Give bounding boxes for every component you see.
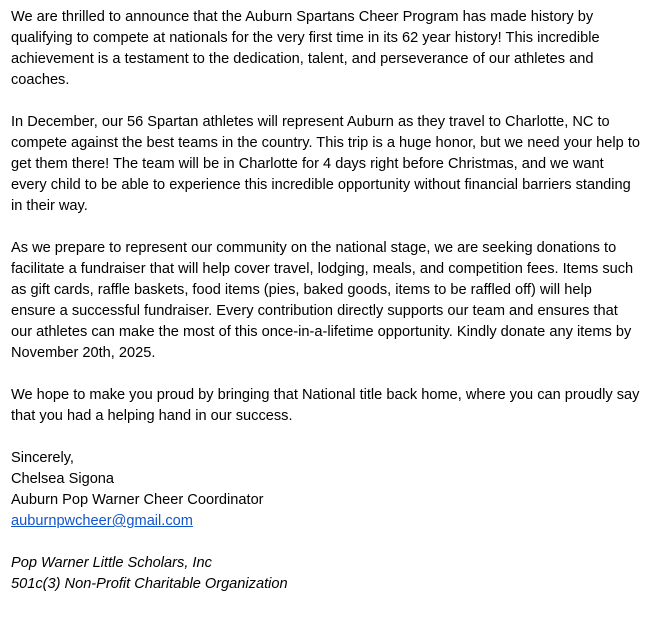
- organization-footer: [11, 553, 640, 595]
- signature-name: Chelsea Sigona: [11, 471, 115, 487]
- paragraph-donation-request: As we prepare to represent our community on the national stage, we are seeking donations to facilitate a fundraiser that will help cover travel, lodging, meals, and competition fees. Items such as gift cards, raffle baskets, food items (pies, baked goods, items to be raffled off) will help ensure a successful fundraiser. Every contribution directly supports our team and ensures that our athletes can make the most of this once-in-a-lifetime opportunity. Kindly donate any items by November 20th, 2025.: [11, 240, 634, 361]
- organization-name: Pop Warner Little Scholars, Inc: [11, 555, 212, 571]
- signature-role: Auburn Pop Warner Cheer Coordinator: [11, 492, 264, 508]
- signature-block: [11, 448, 640, 532]
- email-link[interactable]: auburnpwcheer@gmail.com: [11, 513, 193, 529]
- organization-status: 501c(3) Non-Profit Charitable Organization: [11, 576, 288, 592]
- paragraph-trip-details: In December, our 56 Spartan athletes will represent Auburn as they travel to Charlotte, NC to compete against the best teams in the country. This trip is a huge honor, but we need your help to get them there! The team will be in Charlotte for 4 days right before Christmas, and we want every child to be able to experience this incredible opportunity without financial barriers standing in their way.: [11, 114, 640, 214]
- paragraph-closing-hope: We hope to make you proud by bringing that National title back home, where you can proudly say that you had a helping hand in our success.: [11, 387, 640, 424]
- paragraph-announcement: We are thrilled to announce that the Auburn Spartans Cheer Program has made history by qualifying to compete at nationals for the very first time in its 62 year history! This incredible achievement is a testament to the dedication, talent, and perseverance of our athletes and coaches.: [11, 9, 600, 88]
- signature-closing: Sincerely,: [11, 450, 74, 466]
